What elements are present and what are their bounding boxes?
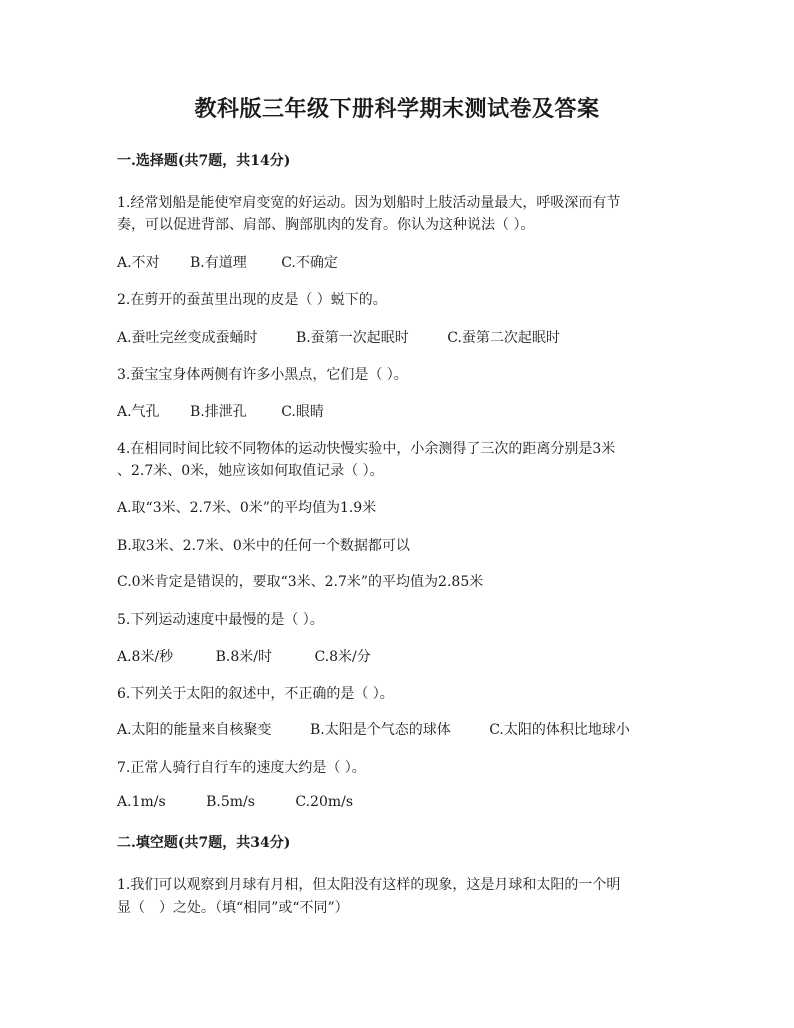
option-a: A.8米/秒 xyxy=(117,649,174,665)
question-1-line-2: 奏，可以促进背部、肩部、胸部肌肉的发育。你认为这种说法（ ）。 xyxy=(117,217,535,233)
question-4-option-a: A.取“3米、2.7米、0米”的平均值为1.9米 xyxy=(117,500,377,516)
option-c: C.太阳的体积比地球小 xyxy=(489,722,630,738)
option-c: C.20m/s xyxy=(295,794,354,810)
question-6-options xyxy=(117,719,630,739)
question-5: 5.下列运动速度中最慢的是（ ）。 xyxy=(117,612,324,628)
section-heading-choice: 一.选择题(共7题，共14分) xyxy=(117,153,291,169)
question-2-options xyxy=(117,327,560,347)
question-1-options xyxy=(117,252,338,272)
option-a: A.1m/s xyxy=(117,794,166,810)
option-a: A.蚕吐完丝变成蚕蛹时 xyxy=(117,330,258,346)
question-4-line-1: 4.在相同时间比较不同物体的运动快慢实验中，小余测得了三次的距离分别是3米 xyxy=(117,441,616,457)
question-4-line-2: 、2.7米、0米，她应该如何取值记录（ ）。 xyxy=(117,463,384,479)
option-b: B.太阳是个气态的球体 xyxy=(310,722,451,738)
option-b: B.排泄孔 xyxy=(190,404,247,420)
question-7-options xyxy=(117,794,353,810)
option-c: C.不确定 xyxy=(281,255,338,271)
option-b: B.蚕第一次起眠时 xyxy=(296,330,409,346)
fill-question-1-line-2: 显（ ）之处。（填“相同”或“不同”） xyxy=(117,900,349,916)
option-b: B.有道理 xyxy=(190,255,247,271)
section-heading-fill: 二.填空题(共7题，共34分) xyxy=(117,835,291,851)
question-2: 2.在剪开的蚕茧里出现的皮是（ ）蜕下的。 xyxy=(117,292,387,308)
question-7: 7.正常人骑行自行车的速度大约是（ ）。 xyxy=(117,760,366,776)
question-4-option-b: B.取3米、2.7米、0米中的任何一个数据都可以 xyxy=(117,538,410,554)
option-b: B.8米/时 xyxy=(215,649,273,665)
option-a: A.气孔 xyxy=(117,404,160,420)
question-3-options xyxy=(117,401,324,421)
question-3: 3.蚕宝宝身体两侧有许多小黑点，它们是（ ）。 xyxy=(117,367,408,383)
option-b: B.5m/s xyxy=(206,794,255,810)
option-c: C.眼睛 xyxy=(281,404,324,420)
option-a: A.太阳的能量来自核聚变 xyxy=(117,722,272,738)
question-4-option-c: C.0米肯定是错误的，要取“3米、2.7米”的平均值为2.85米 xyxy=(117,574,484,590)
option-a: A.不对 xyxy=(117,255,160,271)
question-1-line-1: 1.经常划船是能使窄肩变宽的好运动。因为划船时上肢活动量最大，呼吸深而有节 xyxy=(117,195,621,211)
option-c: C.8米/分 xyxy=(314,649,371,665)
question-6: 6.下列关于太阳的叙述中，不正确的是（ ）。 xyxy=(117,686,394,702)
question-5-options xyxy=(117,646,371,666)
page-title: 教科版三年级下册科学期末测试卷及答案 xyxy=(194,96,600,122)
option-c: C.蚕第二次起眠时 xyxy=(447,330,560,346)
fill-question-1-line-1: 1.我们可以观察到月球有月相，但太阳没有这样的现象，这是月球和太阳的一个明 xyxy=(117,877,621,893)
